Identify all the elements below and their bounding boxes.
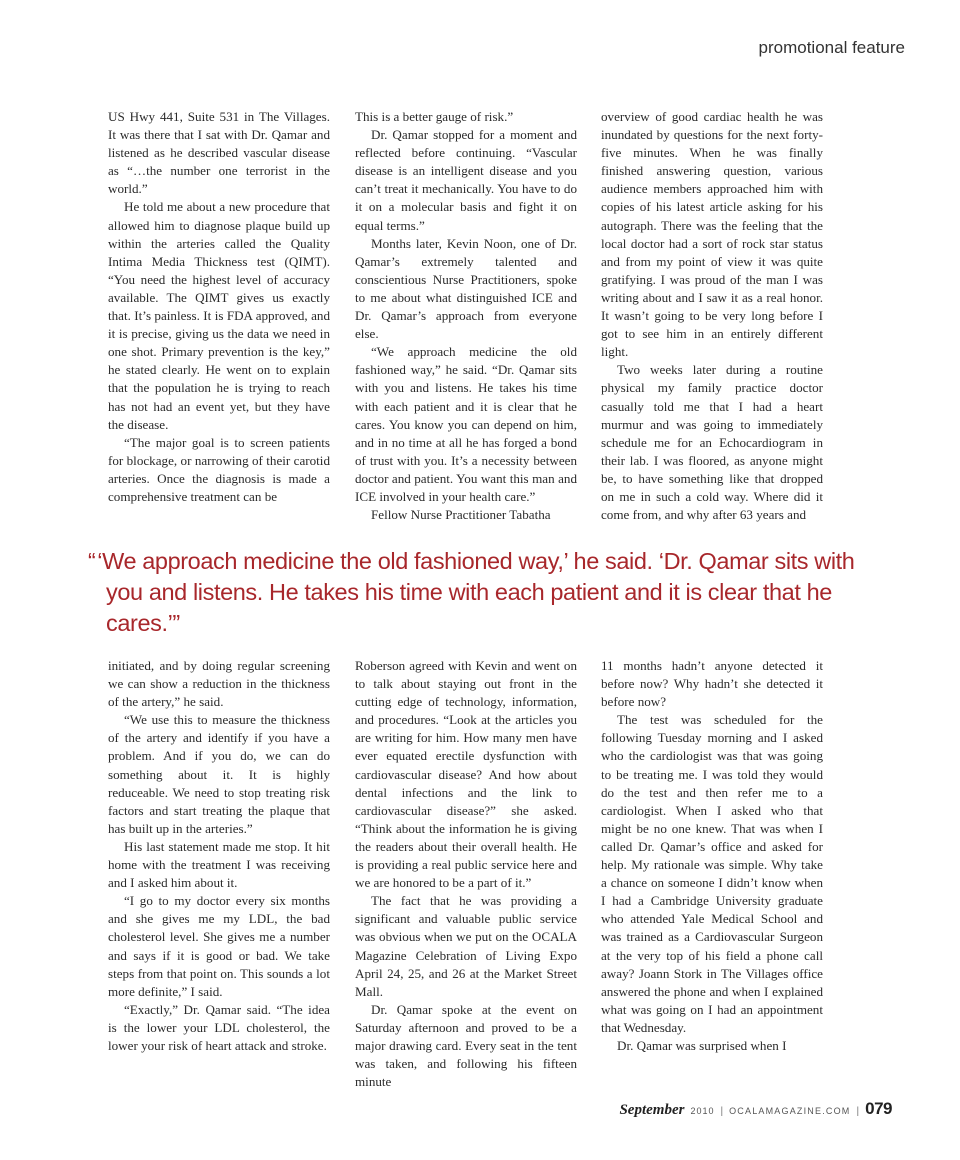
- footer-month: September: [619, 1102, 685, 1118]
- paragraph: His last statement made me stop. It hit home with the treatment I was receiving and I asked him about it.: [108, 838, 330, 891]
- column-bottom-3: [601, 657, 823, 1053]
- section-label: promotional feature: [758, 38, 905, 57]
- paragraph: Roberson agreed with Kevin and went on to talk about staying out front in the cutting edge of technology, information, and procedures. “Look at the articles you are writing for him. How many men have ever equated erectile dysfunction with cardiovascular disease? And how about dental infections and the link to cardiovascular disease?” she asked. “Think about the information he is giving the readers about their overall health. He is providing a real public service here and we are honored to be a part of it.”: [355, 658, 577, 891]
- paragraph: 11 months hadn’t anyone detected it before now? Why hadn’t she detected it before now?: [601, 658, 823, 710]
- pull-quote-line-2: you and listens. He takes his time with each patient and it is clear that he cares.’”: [106, 579, 832, 636]
- paragraph: He told me about a new procedure that allowed him to diagnose plaque build up within the arteries called the Quality Intima Media Thickness test (QIMT). “You need the highest level of accuracy available. The QIMT gives us exactly that. It’s painless. It is FDA approved, and it is precise, giving us the data we need in one shot. Primary prevention is the key,” he stated clearly. He went on to explain that the population he is trying to reach has not had an event yet, but they have the disease.: [108, 199, 330, 432]
- pull-quote-open-mark: “: [88, 548, 96, 574]
- footer-separator: |: [856, 1106, 860, 1117]
- column-top-3: [601, 108, 823, 523]
- page-number: 079: [865, 1099, 892, 1118]
- paragraph: “The major goal is to screen patients for blockage, or narrowing of their carotid arteries. Once the diagnosis is made a comprehensive treatment can be: [108, 434, 330, 504]
- paragraph: “Exactly,” Dr. Qamar said. “The idea is the lower your LDL cholesterol, the lower your risk of heart attack and stroke.: [108, 1001, 330, 1053]
- footer-year: 2010: [690, 1106, 715, 1116]
- paragraph: Two weeks later during a routine physical my family practice doctor casually told me that I had a heart murmur and was going to immediately schedule me for an Echocardiogram in their lab. I was floored, as anyone might be, to have something like that dropped on me in such a cold way. Where did it come from, and why after 63 years and: [601, 362, 823, 523]
- footer-site: OCALAMAGAZINE.COM: [729, 1106, 851, 1116]
- paragraph: “I go to my doctor every six months and she gives me my LDL, the bad cholesterol level. She gives me a number and says if it is good or bad. We take steps from that point on. This sounds a lot more definite,” I said.: [108, 893, 330, 999]
- column-bottom-2: [355, 657, 577, 1090]
- page-footer: [619, 1099, 892, 1119]
- column-bottom-1: [108, 657, 330, 1053]
- column-top-2: [355, 108, 577, 523]
- paragraph: The fact that he was providing a significant and valuable public service was obvious when we put on the OCALA Magazine Celebration of Living Expo April 24, 25, and 26 at the Market Street Mall.: [355, 893, 577, 999]
- paragraph: “We use this to measure the thickness of the artery and identify if you have a problem. And if you do, we can do something about it. It is highly reduceable. We need to stop treating risk factors and start treating the plaque that has built up in the arteries.”: [108, 712, 330, 836]
- footer-separator: |: [720, 1106, 724, 1117]
- paragraph: US Hwy 441, Suite 531 in The Villages. It was there that I sat with Dr. Qamar and listened as he described vascular disease as “…the number one terrorist in the world.”: [108, 109, 330, 197]
- paragraph: The test was scheduled for the following Tuesday morning and I asked who the cardiologist was that was going to be treating me. I was told they would do the test and then refer me to a cardiologist. When I asked who that might be no one knew. That was when I called Dr. Qamar’s office and asked for help. My rationale was simple. Why take a chance on someone I didn’t know when I had a Cambridge University graduate who attended Yale Medical School and was trained as a Cardiovascular Surgeon at the very top of his field a phone call away? Joann Stork in The Villages office answered the phone and when I explained what was going on I had an appointment that Wednesday.: [601, 712, 823, 1035]
- paragraph: Fellow Nurse Practitioner Tabatha: [371, 507, 551, 523]
- paragraph: initiated, and by doing regular screening we can show a reduction in the thickness of the artery,” he said.: [108, 658, 330, 710]
- paragraph: This is a better gauge of risk.”: [355, 109, 514, 124]
- paragraph: “We approach medicine the old fashioned way,” he said. “Dr. Qamar sits with you and listens. He takes his time with each patient and it is clear that he cares. You know you can depend on him, and in no time at all he has forged a bond of trust with you. It’s a necessity between doctor and patient. You want this man and ICE involved in your health care.”: [355, 344, 577, 504]
- pull-quote-line-1: ‘We approach medicine the old fashioned way,’ he said. ‘Dr. Qamar sits with: [97, 548, 855, 574]
- paragraph: Months later, Kevin Noon, one of Dr. Qamar’s extremely talented and conscientious Nurse Practitioners, spoke to me about what distinguished ICE and Dr. Qamar’s approach from everyone else.: [355, 235, 577, 342]
- paragraph: Dr. Qamar spoke at the event on Saturday afternoon and proved to be a major drawing card. Every seat in the tent was taken, and following his fifteen minute: [355, 1001, 577, 1090]
- column-top-1: [108, 108, 330, 504]
- pull-quote: [88, 546, 888, 639]
- paragraph: Dr. Qamar stopped for a moment and reflected before continuing. “Vascular disease is an intelligent disease and you can’t treat it mechanically. You have to do it on a molecular basis and fight it on equal terms.”: [355, 127, 577, 233]
- paragraph: Dr. Qamar was surprised when I: [617, 1037, 787, 1053]
- paragraph: overview of good cardiac health he was inundated by questions for the next forty-five minutes. When he was finally finished answering question, various audience members approached him with copies of his latest article asking for his autograph. There was the feeling that the local doctor had a sort of rock star status and from my point of view it was quite gratifying. I was proud of the man I was writing about and I saw it as a real honor. It wasn’t going to be very long before I got to see him in an entirely different light.: [601, 109, 823, 360]
